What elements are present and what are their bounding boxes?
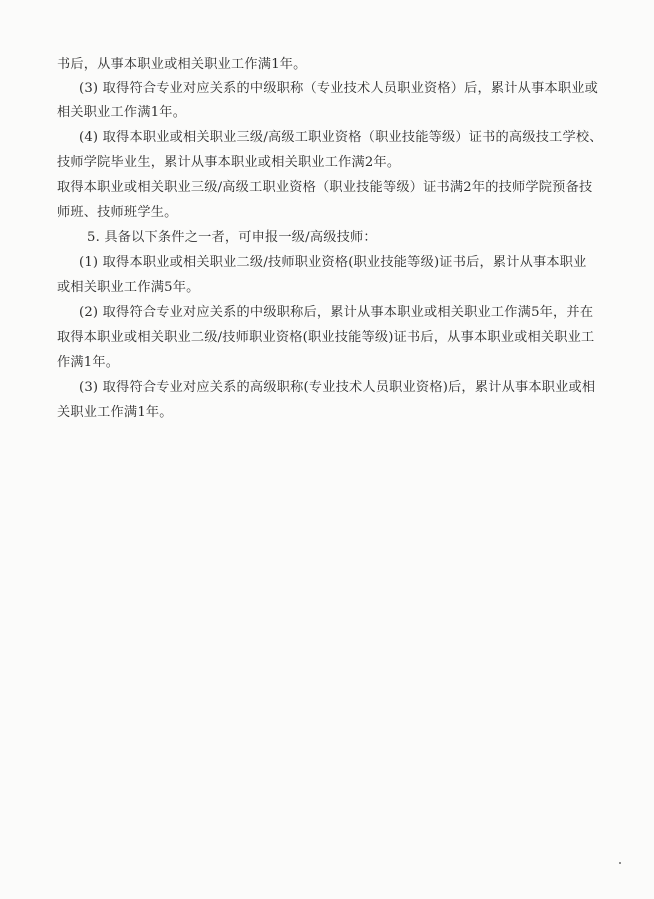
text-line: (2) 取得符合专业对应关系的中级职称后，累计从事本职业或相关职业工作满5年，并在 <box>79 305 594 320</box>
text-line: 作满1年。 <box>57 355 120 370</box>
text-line: (3) 取得符合专业对应关系的高级职称(专业技术人员职业资格)后，累计从事本职业或相 <box>79 380 596 395</box>
text-line: 关职业工作满1年。 <box>57 405 173 420</box>
text-line: (3) 取得符合专业对应关系的中级职称（专业技术人员职业资格）后，累计从事本职业或 <box>79 81 599 96</box>
text-line: 或相关职业工作满5年。 <box>57 280 200 295</box>
text-line: 取得本职业或相关职业三级/高级工职业资格（职业技能等级）证书满2年的技师学院预备技 <box>57 180 593 195</box>
scan-speck <box>619 862 621 864</box>
text-line: 取得本职业或相关职业二级/技师职业资格(职业技能等级)证书后，从事本职业或相关职业工 <box>57 330 595 345</box>
text-line: 技师学院毕业生，累计从事本职业或相关职业工作满2年。 <box>57 155 401 170</box>
text-line: (4) 取得本职业或相关职业三级/高级工职业资格（职业技能等级）证书的高级技工学校、 <box>79 130 603 145</box>
section-heading: 5. 具备以下条件之一者，可申报一级/高级技师： <box>87 230 377 245</box>
text-line: 相关职业工作满1年。 <box>57 105 187 120</box>
text-line: (1) 取得本职业或相关职业二级/技师职业资格(职业技能等级)证书后，累计从事本职业 <box>79 255 587 270</box>
text-line: 书后，从事本职业或相关职业工作满1年。 <box>57 57 307 72</box>
text-line: 师班、技师班学生。 <box>57 205 178 220</box>
